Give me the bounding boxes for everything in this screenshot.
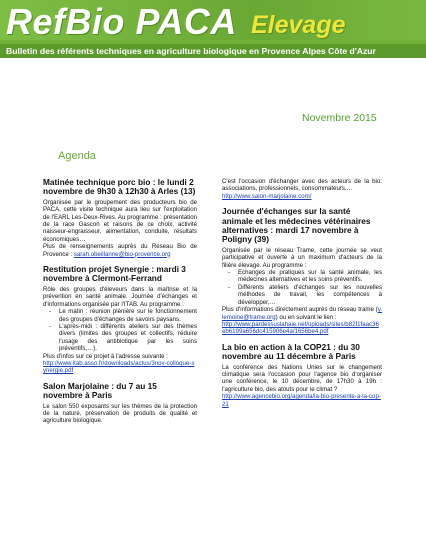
event-program-list [222, 269, 382, 306]
event-cop21 [222, 343, 382, 408]
event-title: La bio en action à la COP21 : du 30 novembre au 11 décembre à Paris [222, 341, 360, 362]
newsletter-title: RefBio PACA [6, 1, 237, 42]
event-info [222, 306, 382, 321]
contact-email-link[interactable]: sarah.obeillanne@bio-provence.org [73, 250, 171, 258]
left-column [43, 178, 197, 425]
list-item: - Le matin : réunion plénière sur le fonctionnement des groupes d'échanges de savoirs paysans. [49, 308, 197, 323]
list-item: - Différents ateliers d'échanges sur les nouvelles méthodes de travail, les compétences à développer,… [228, 284, 382, 306]
event-title: Matinée technique porc bio : le lundi 2 novembre de 9h30 à 12h30 à Arles (13) [43, 177, 196, 197]
info-outro: ) ou en suivant le lien : [275, 313, 337, 321]
newsletter-subtitle: Elevage [251, 11, 346, 39]
list-item: - Echanges de pratiques sur la santé animale, les médecines alternatives et les soins préventifs. [228, 269, 382, 284]
right-column [222, 178, 382, 408]
event-salon-continued [222, 178, 382, 200]
event-contact [43, 243, 197, 258]
list-item: - L'après-midi : différents ateliers sur des thèmes divers (limites des groupes et collectifs, réduire l'usage des antibiotique par les soins préventifs,…). [49, 323, 197, 353]
event-title: Salon Marjolaine : du 7 au 15 novembre à Paris [43, 380, 157, 401]
event-body: La conférence des Nations Unies sur le changement climatique sera l'occasion pour l'agence bio d'organiser une conférence, le 10 décembre, de 17h30 à 19h : l'agriculture bio, des atouts pour le climat ? [222, 363, 382, 393]
event-link[interactable]: http://www.pardessuslahaie.net/uploads/sites/b82f1faac36eb6199a656dc415906e4a/1656be4.pdf [222, 320, 379, 336]
info-intro: Plus d'informations directement auprès du réseau trame ( [222, 306, 378, 314]
header-banner [0, 0, 426, 58]
event-info: Plus d'infos sur ce projet à l'adresse suivante : [43, 352, 168, 360]
event-synergie [43, 265, 197, 375]
event-title: Restitution projet Synergie : mardi 3 novembre à Clermont-Ferrand [43, 264, 186, 284]
event-salon [43, 382, 197, 425]
event-body: Organisée par le réseau Trame, cette journée se veut participative et ouverte à un maximum d'acteurs de la filière élevage. Au programme : [222, 246, 382, 269]
issue-date: Novembre 2015 [302, 112, 377, 124]
event-program-list [43, 308, 197, 352]
event-body: C'est l'occasion d'échanger avec des acteurs de la bio: associations, professionnels, consommateurs,… [222, 178, 382, 193]
event-body: Rôle des groupes d'éleveurs dans la maîtrise et la prévention en santé animale. Journée d'échanges et d'informations organisée par l'ITAB. Au programme : [43, 285, 197, 308]
event-link[interactable]: http://www.itab.asso.fr/downloads/actus/3nov-colloque-synergie.pdf [43, 359, 195, 375]
event-title: Journée d'échanges sur la santé animale et les médecines vétérinaires alternatives : mardi 17 novembre à Poligny (39) [222, 206, 371, 245]
contact-intro: Plus de renseignements auprès du Réseau Bio de Provence : [43, 243, 197, 258]
event-body: Organisée par le groupement des producteurs bio de PACA, cette visite technique aura lieu sur l'exploitation de l'EARL Les-Deux-Rives. Au programme : présentation de la race Gascon et raisons de ce choix, activité naisseur-engraisseur, alimentation, conduite, résultats économiques… [43, 198, 197, 243]
info-email-link[interactable]: y.lemoine@trame.org [222, 306, 382, 321]
event-sante [222, 207, 382, 336]
event-body: Le salon 550 exposants sur les thèmes de la protection de la nature, préservation de produits de qualité et agriculture biologique. [43, 402, 197, 425]
event-link[interactable]: http://www.salon-marjolaine.com/ [222, 192, 312, 200]
event-porc [43, 178, 197, 258]
section-heading: Agenda [58, 150, 96, 162]
event-link[interactable]: http://www.agencebio.org/agenda/la-bio-presente-a-la-cop-21 [222, 393, 381, 408]
tagline: Bulletin des référents techniques en agriculture biologique en Provence Alpes Côte d'Azur [6, 46, 376, 56]
